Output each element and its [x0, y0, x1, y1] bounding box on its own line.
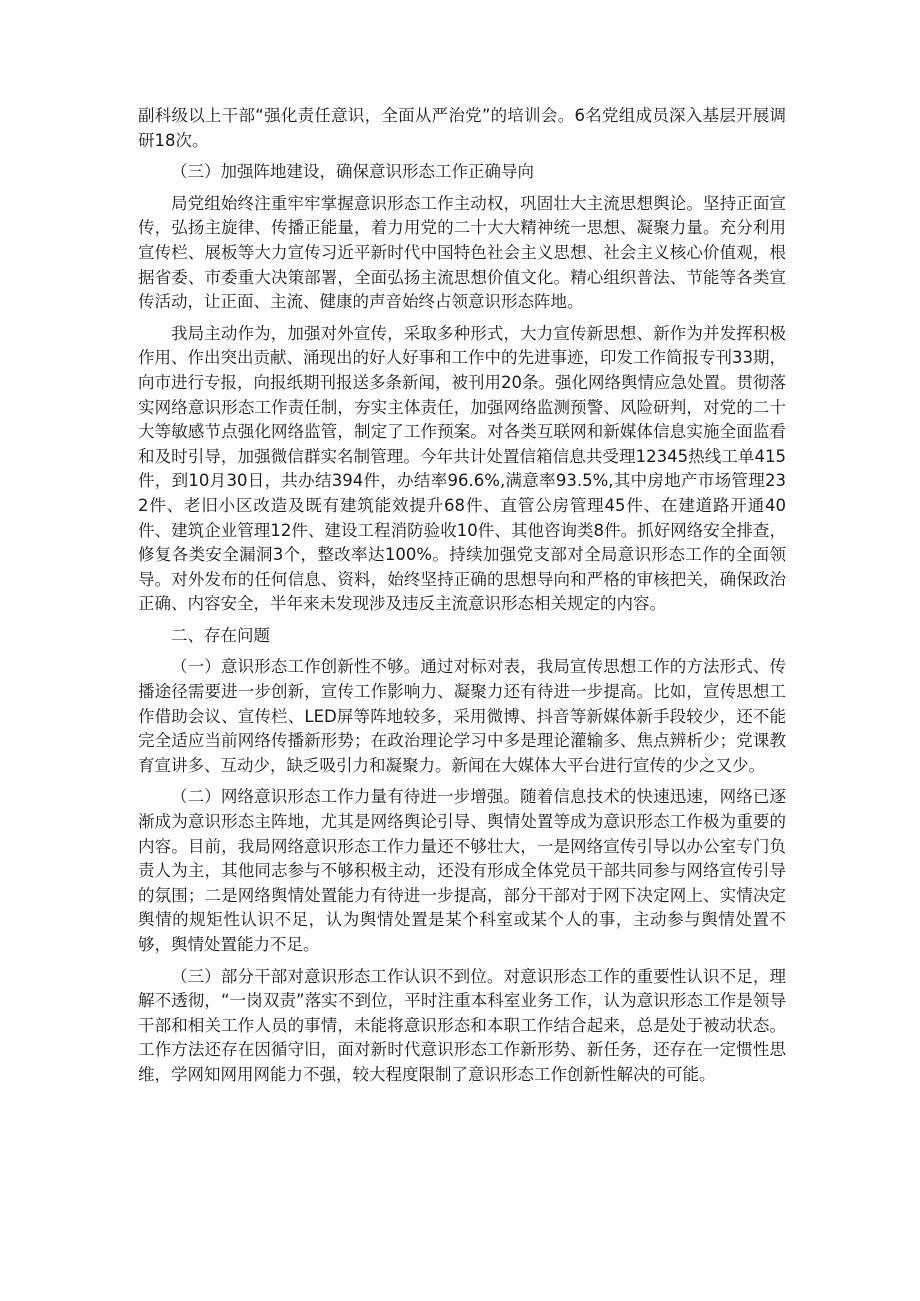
paragraph-intro: 副科级以上干部“强化责任意识，全面从严治党”的培训会。6名党组成员深入基层开展调研18次。 [138, 106, 786, 150]
document-page [138, 104, 786, 1095]
paragraph-positions: 局党组始终注重牢牢掌握意识形态工作主动权，巩固壮大主流思想舆论。坚持正面宣传，弘扬主旋律、传播正能量，着力用党的二十大大精神统一思想、凝聚力量。充分利用宣传栏、展板等大力宣传习近平新时代中国特色社会主义思想、社会主义核心价值观，根据省委、市委重大决策部署，全面弘扬主流思想价值文化。精心组织普法、节能等各类宣传活动，让正面、主流、健康的声音始终占领意识形态阵地。 [138, 193, 786, 312]
paragraph-problem-awareness: （三）部分干部对意识形态工作认识不到位。对意识形态工作的重要性认识不足，理解不透彻，“一岗双责”落实不到位，平时注重本科室业务工作，认为意识形态工作是领导干部和相关工作人员的事情，未能将意识形态和本职工作结合起来，总是处于被动状态。工作方法还存在因循守旧，面对新时代意识形态工作新形势、新任务，还存在一定惯性思维，学网知网用网能力不强，较大程度限制了意识形态工作创新性解决的可能。 [138, 966, 786, 1084]
section-heading-positions: （三）加强阵地建设，确保意识形态工作正确导向 [171, 162, 534, 182]
section-heading-problems: 二、存在问题 [171, 625, 270, 645]
paragraph-outreach: 我局主动作为，加强对外宣传，采取多种形式，大力宣传新思想、新作为并发挥积极作用、作出突出贡献、涌现出的好人好事和工作中的先进事迹，印发工作简报专刊33期，向市进行专报，向报纸期刊报送多条新闻，被刊用20条。强化网络舆情应急处置。贯彻落实网络意识形态工作责任制，夯实主体责任，加强网络监测预警、风险研判，对党的二十大等敏感节点强化网络监管，制定了工作预案。对各类互联网和新媒体信息实施全面监看和及时引导，加强微信群实名制管理。今年共计处置信箱信息共受理12345热线工单415件，到10月30日，共办结394件，办结率96.6%,满意率93.5%,其中房地产市场管理232件、老旧小区改造及既有建筑能效提升68件、直管公房管理45件、在建道路开通40件、建筑企业管理12件、建设工程消防验收10件、其他咨询类8件。抓好网络安全排查，修复各类安全漏洞3个，整改率达100%。持续加强党支部对全局意识形态工作的全面领导。对外发布的任何信息、资料，始终坚持正确的思想导向和严格的审核把关，确保政治正确、内容安全，半年来未发现涉及违反主流意识形态相关规定的内容。 [138, 323, 786, 614]
paragraph-problem-network: （二）网络意识形态工作力量有待进一步增强。随着信息技术的快速迅速，网络已逐渐成为意识形态主阵地，尤其是网络舆论引导、舆情处置等成为意识形态工作极为重要的内容。目前，我局网络意识形态工作力量还不够壮大，一是网络宣传引导以办公室专门负责人为主，其他同志参与不够积极主动，还没有形成全体党员干部共同参与网络宣传引导的氛围；二是网络舆情处置能力有待进一步提高，部分干部对于网下决定网上、实情决定舆情的规矩性认识不足，认为舆情处置是某个科室或某个人的事，主动参与舆情处置不够，舆情处置能力不足。 [138, 787, 786, 954]
paragraph-problem-innovation: （一）意识形态工作创新性不够。通过对标对表，我局宣传思想工作的方法形式、传播途径需要进一步创新，宣传工作影响力、凝聚力还有待进一步提高。比如，宣传思想工作借助会议、宣传栏、LED屏等阵地较多，采用微博、抖音等新媒体新手段较少，还不能完全适应当前网络传播新形势；在政治理论学习中多是理论灌输多、焦点辨析少；党课教育宣讲多、互动少，缺乏吸引力和凝聚力。新闻在大媒体大平台进行宣传的少之又少。 [138, 657, 786, 775]
